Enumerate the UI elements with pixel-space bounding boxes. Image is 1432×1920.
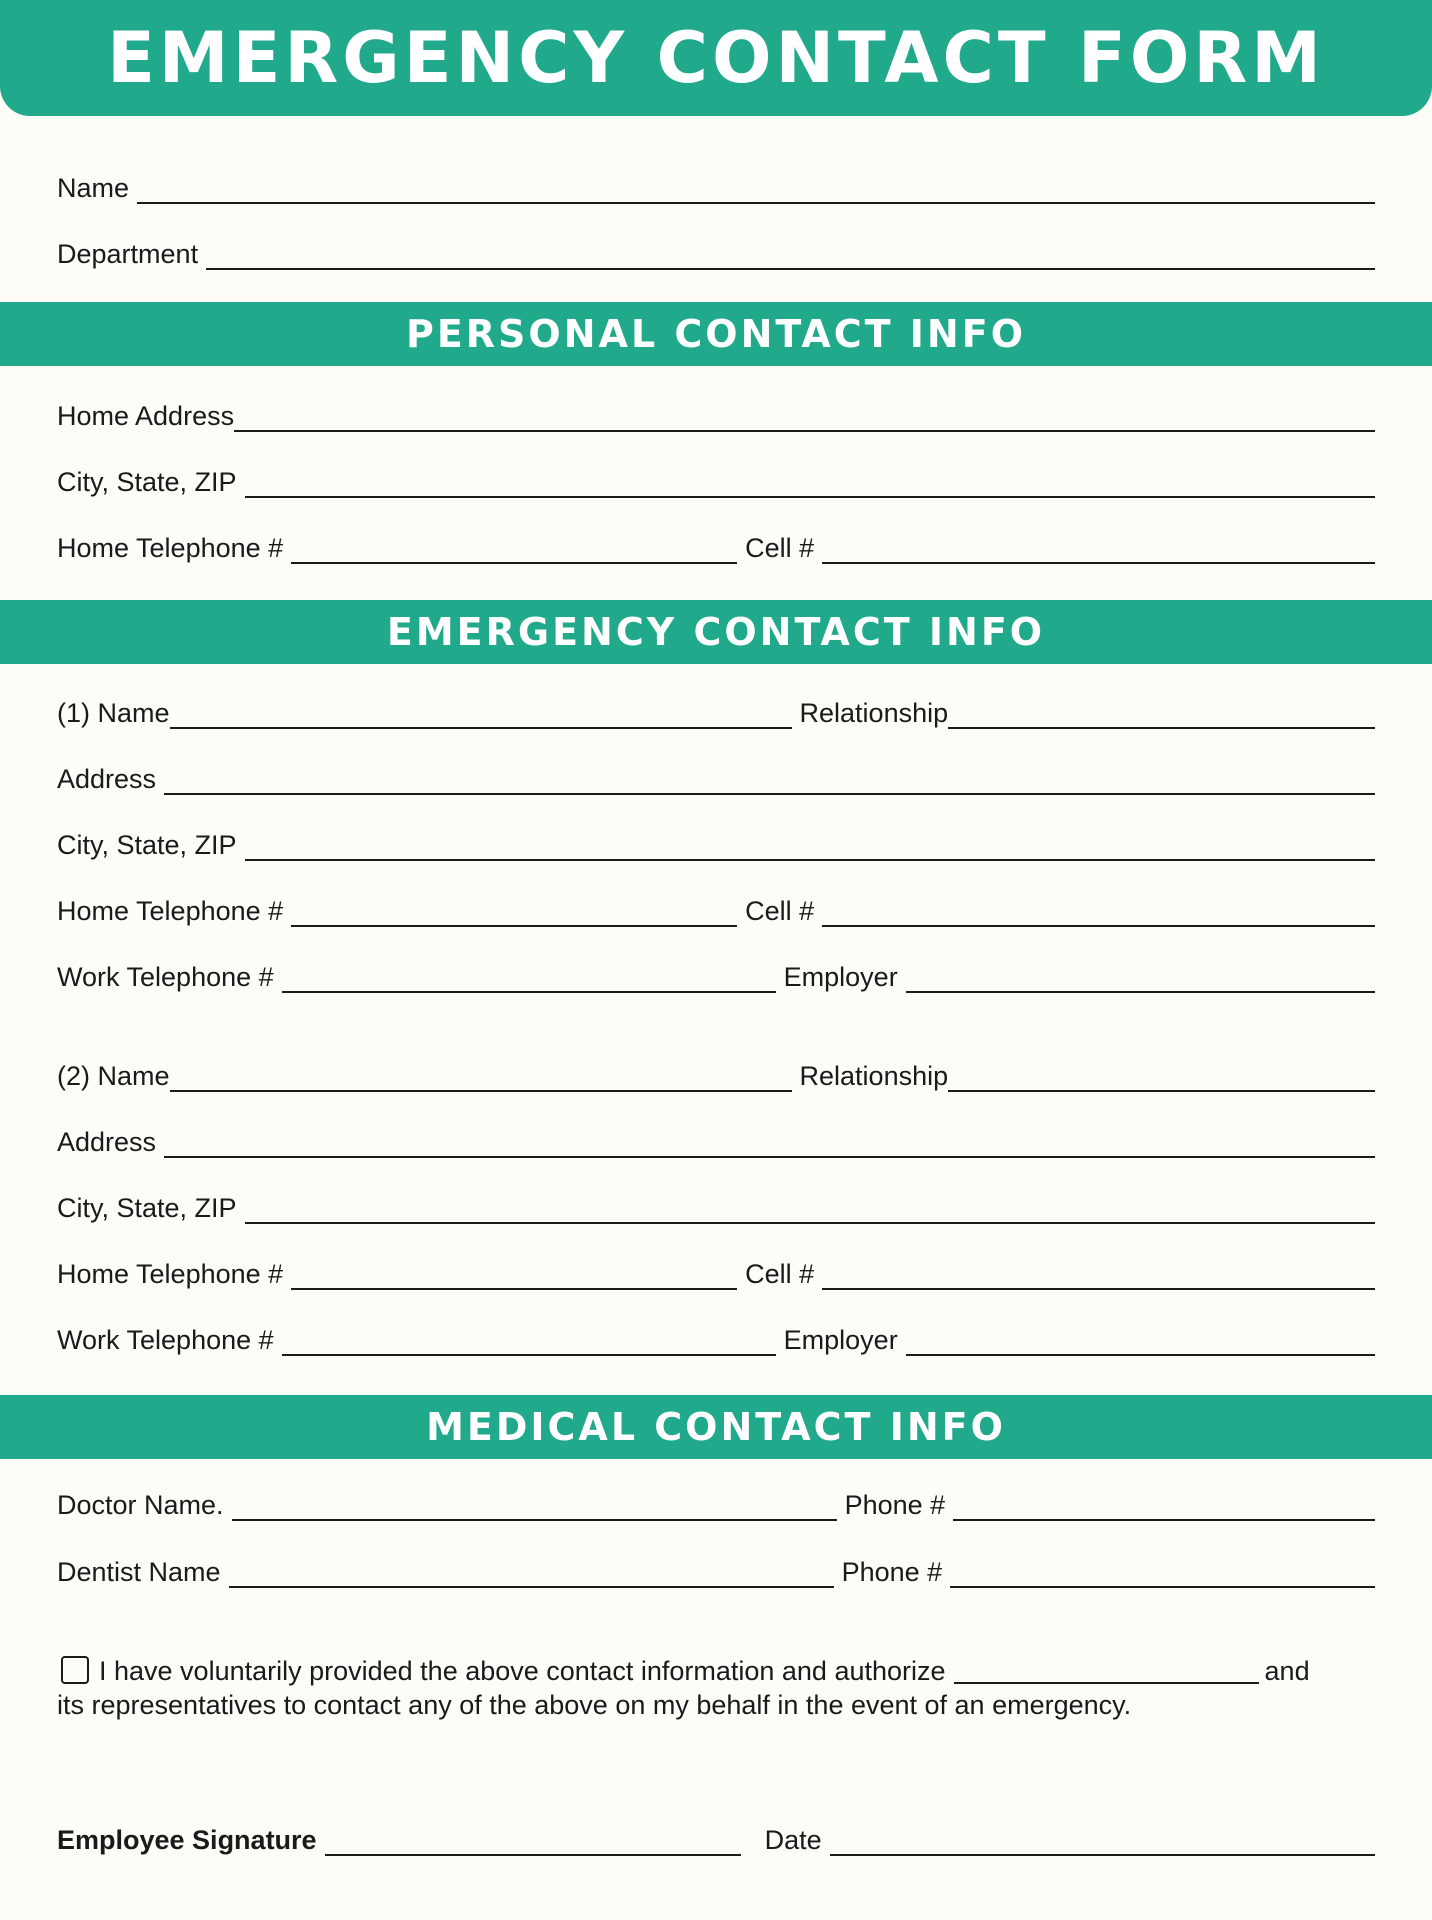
consent-text-part3: its representatives to contact any of the above on my behalf in the event of an emergency.: [57, 1690, 1132, 1720]
personal-phone-row: [57, 528, 1375, 564]
date-field[interactable]: [830, 1824, 1375, 1856]
contact2-name-row: [57, 1056, 1375, 1092]
personal-city-row: [57, 462, 1375, 498]
doctor-row: [57, 1485, 1375, 1521]
contact2-employer-field[interactable]: [906, 1324, 1375, 1356]
dentist-label: Dentist Name: [57, 1557, 221, 1587]
name-field[interactable]: [137, 172, 1375, 204]
contact1-relationship-field[interactable]: [948, 697, 1375, 729]
emergency-section-title: EMERGENCY CONTACT INFO: [386, 610, 1046, 654]
dentist-row: [57, 1552, 1375, 1588]
contact1-cell-field[interactable]: [822, 895, 1375, 927]
department-row: [57, 234, 1375, 270]
personal-section-title: PERSONAL CONTACT INFO: [405, 312, 1026, 356]
contact2-home-telephone-label: Home Telephone #: [57, 1259, 284, 1289]
contact2-employer-label: Employer: [783, 1325, 898, 1355]
dentist-name-field[interactable]: [229, 1556, 834, 1588]
medical-section-header: [0, 1395, 1432, 1459]
doctor-phone-field[interactable]: [953, 1489, 1375, 1521]
contact1-name-label: (1) Name: [57, 698, 170, 728]
contact2-city-field[interactable]: [245, 1192, 1375, 1224]
contact1-employer-field[interactable]: [906, 961, 1375, 993]
doctor-label: Doctor Name.: [57, 1490, 224, 1520]
contact2-relationship-label: Relationship: [799, 1061, 949, 1091]
date-label: Date: [764, 1825, 822, 1855]
contact1-cell-label: Cell #: [745, 896, 815, 926]
contact1-name-field[interactable]: [170, 697, 792, 729]
city-state-zip-label: City, State, ZIP: [57, 467, 237, 497]
signature-row: [57, 1820, 1375, 1856]
signature-label: Employee Signature: [57, 1825, 317, 1855]
medical-section-title: MEDICAL CONTACT INFO: [426, 1405, 1006, 1449]
contact2-city-label: City, State, ZIP: [57, 1193, 237, 1223]
emergency-section-header: [0, 600, 1432, 664]
name-row: [57, 168, 1375, 204]
contact1-phone-row: [57, 891, 1375, 927]
contact1-city-row: [57, 825, 1375, 861]
cell-field[interactable]: [822, 532, 1375, 564]
contact2-relationship-field[interactable]: [948, 1060, 1375, 1092]
contact2-home-telephone-field[interactable]: [291, 1258, 737, 1290]
dentist-phone-label: Phone #: [841, 1557, 943, 1587]
department-field[interactable]: [206, 238, 1375, 270]
contact1-name-row: [57, 693, 1375, 729]
contact2-work-telephone-label: Work Telephone #: [57, 1325, 274, 1355]
department-label: Department: [57, 239, 199, 269]
consent-text-part1: I have voluntarily provided the above contact information and authorize: [99, 1656, 946, 1686]
contact2-name-label: (2) Name: [57, 1061, 170, 1091]
contact2-name-field[interactable]: [170, 1060, 792, 1092]
consent-checkbox[interactable]: [61, 1656, 89, 1684]
contact1-address-field[interactable]: [164, 763, 1375, 795]
contact2-cell-label: Cell #: [745, 1259, 815, 1289]
name-label: Name: [57, 173, 130, 203]
city-state-zip-field[interactable]: [245, 466, 1375, 498]
form-title: EMERGENCY CONTACT FORM: [107, 17, 1325, 99]
contact2-work-row: [57, 1320, 1375, 1356]
contact1-relationship-label: Relationship: [799, 698, 949, 728]
consent-text-part2: and: [1264, 1656, 1310, 1686]
contact1-city-label: City, State, ZIP: [57, 830, 237, 860]
organization-field[interactable]: [954, 1656, 1259, 1684]
contact2-city-row: [57, 1188, 1375, 1224]
cell-label: Cell #: [745, 533, 815, 563]
home-telephone-field[interactable]: [291, 532, 737, 564]
home-address-row: [57, 396, 1375, 432]
contact2-address-field[interactable]: [164, 1126, 1375, 1158]
dentist-phone-field[interactable]: [950, 1556, 1375, 1588]
contact1-address-row: [57, 759, 1375, 795]
consent-statement: [57, 1654, 1375, 1722]
home-address-label: Home Address: [57, 401, 235, 431]
contact2-address-label: Address: [57, 1127, 157, 1157]
contact1-city-field[interactable]: [245, 829, 1375, 861]
contact1-home-telephone-label: Home Telephone #: [57, 896, 284, 926]
home-address-field[interactable]: [234, 400, 1375, 432]
signature-field[interactable]: [325, 1824, 741, 1856]
home-telephone-label: Home Telephone #: [57, 533, 284, 563]
contact1-home-telephone-field[interactable]: [291, 895, 737, 927]
contact2-address-row: [57, 1122, 1375, 1158]
doctor-name-field[interactable]: [232, 1489, 837, 1521]
contact1-work-telephone-field[interactable]: [282, 961, 776, 993]
contact1-employer-label: Employer: [783, 962, 898, 992]
contact1-work-row: [57, 957, 1375, 993]
contact1-work-telephone-label: Work Telephone #: [57, 962, 274, 992]
contact2-phone-row: [57, 1254, 1375, 1290]
contact2-work-telephone-field[interactable]: [282, 1324, 776, 1356]
doctor-phone-label: Phone #: [844, 1490, 946, 1520]
contact2-cell-field[interactable]: [822, 1258, 1375, 1290]
personal-section-header: [0, 302, 1432, 366]
form-title-banner: [0, 0, 1432, 116]
contact1-address-label: Address: [57, 764, 157, 794]
